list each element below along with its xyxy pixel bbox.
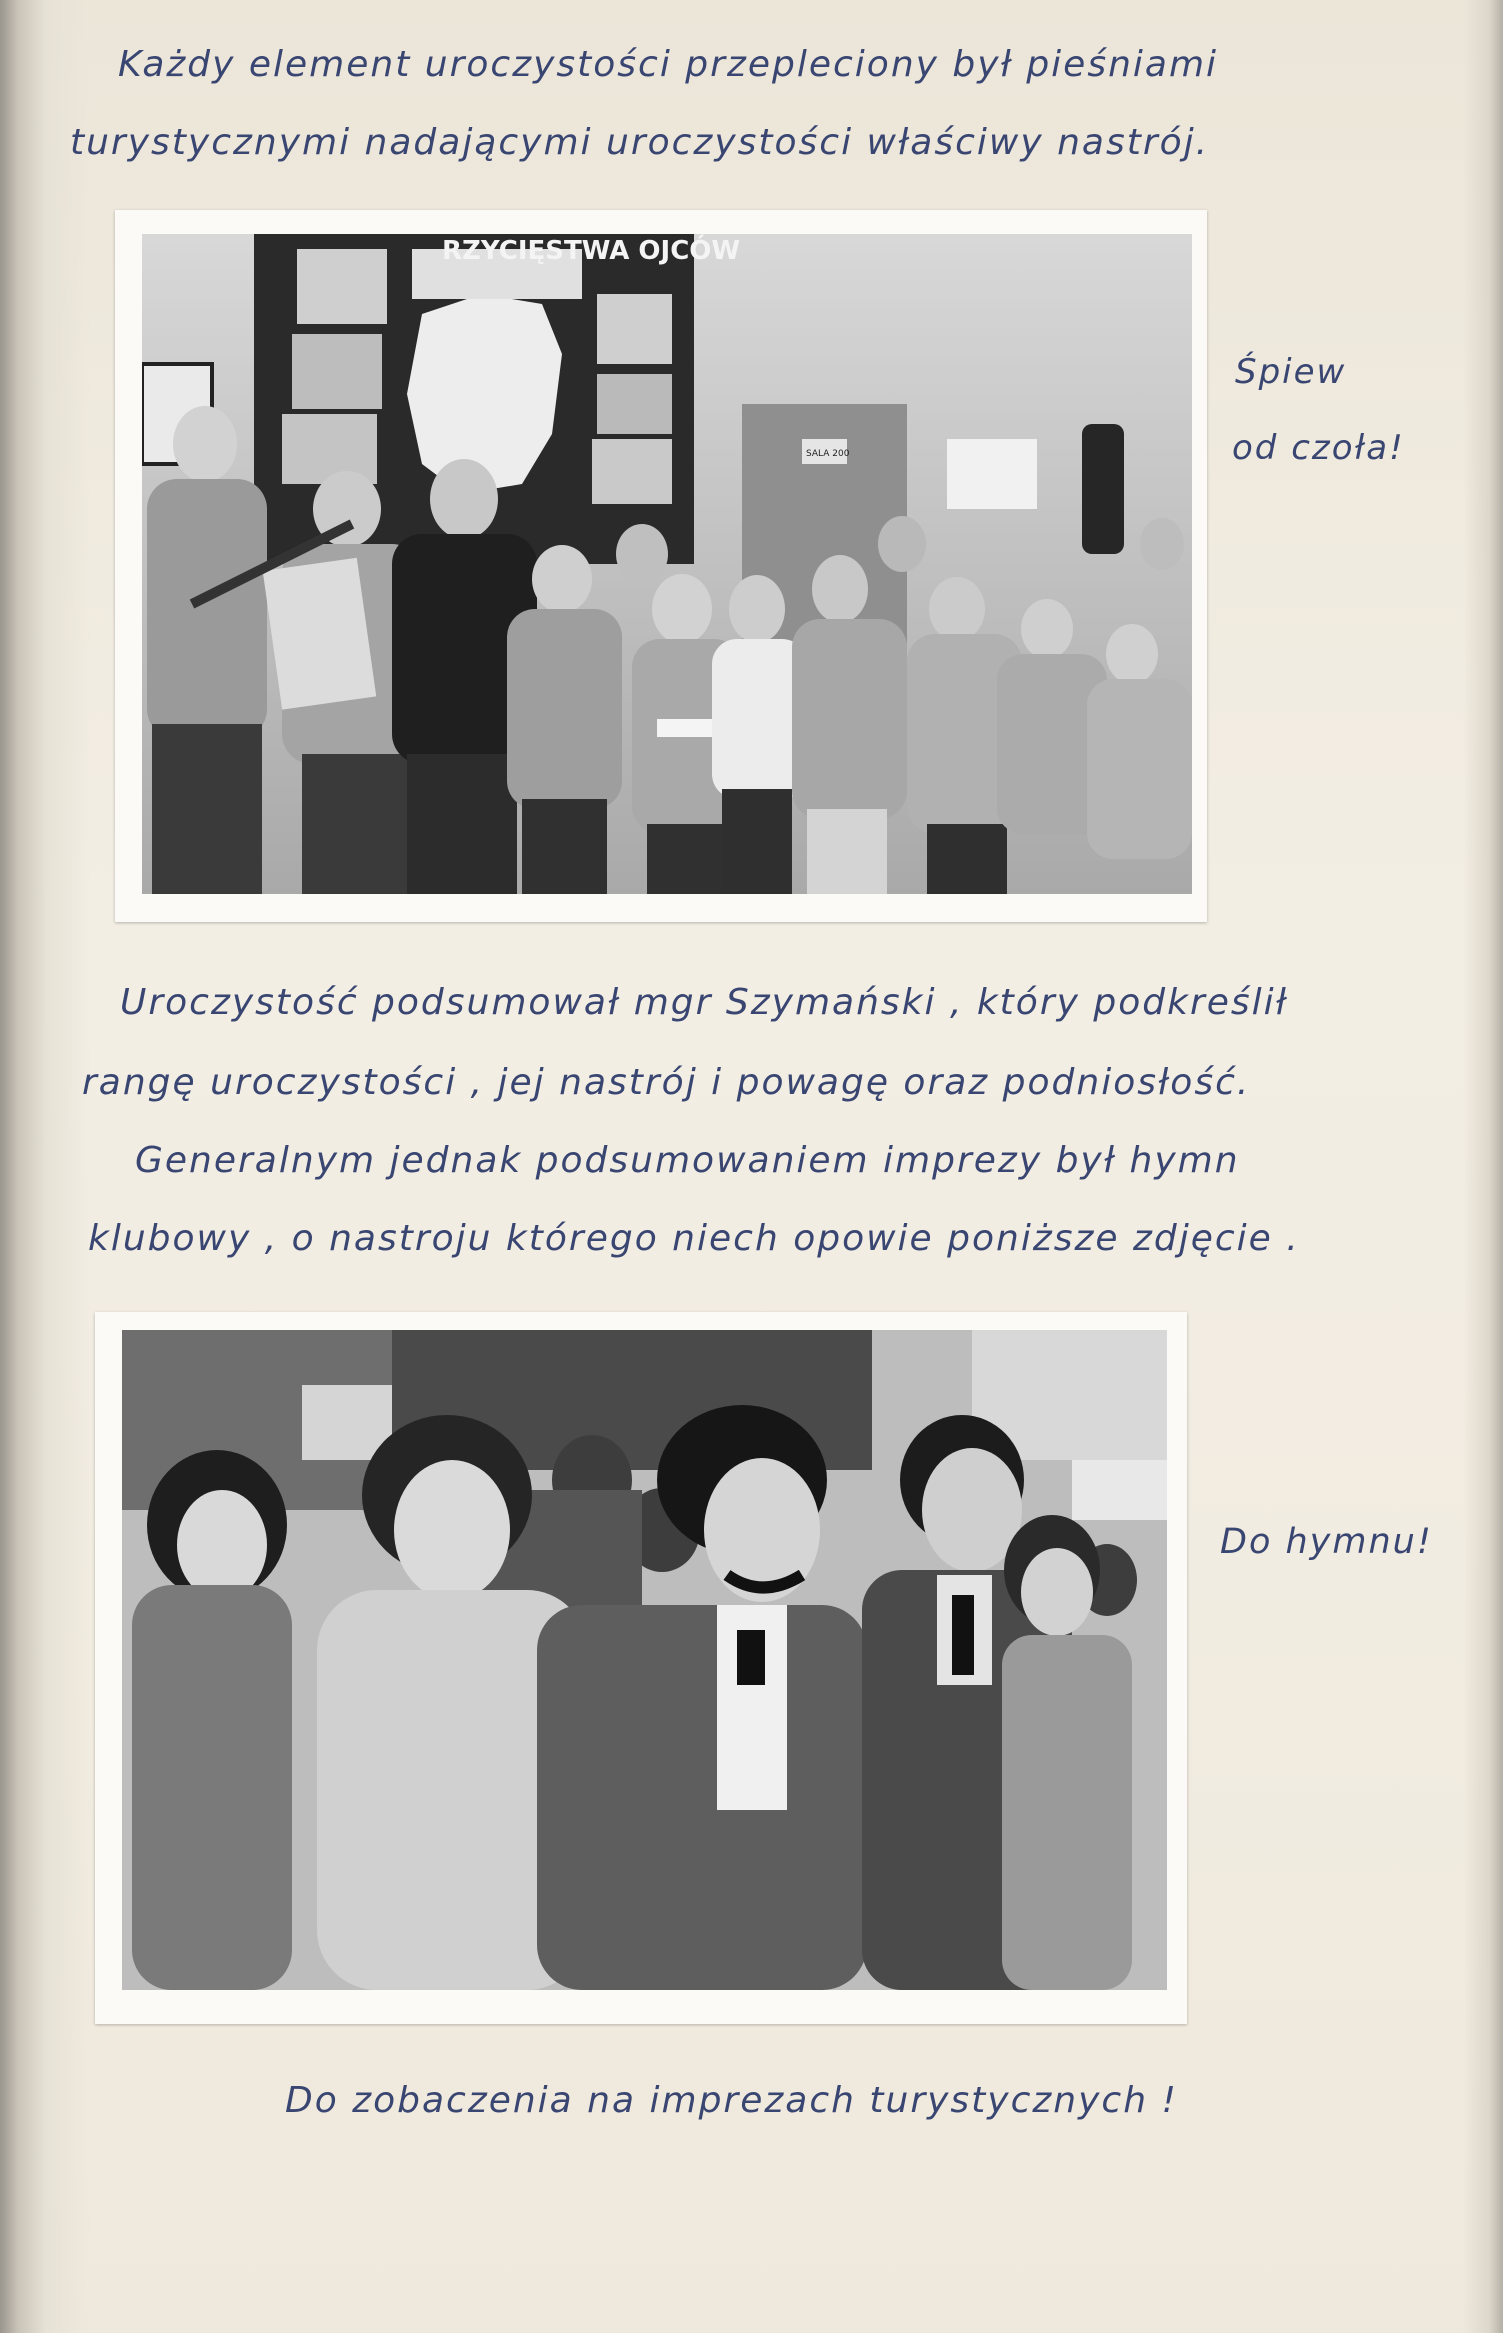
caption-line-1: Każdy element uroczystości przepleciony był pieśniami (118, 44, 1219, 85)
photo-1-mount (115, 210, 1207, 922)
paragraph-line-4: klubowy , o nastroju którego niech opowie poniższe zdjęcie . (88, 1218, 1300, 1259)
closing-line: Do zobaczenia na imprezach turystycznych ! (285, 2080, 1178, 2121)
side-caption-1-line-1: Śpiew (1235, 352, 1347, 392)
photo-1-door-sign: SALA 200 (806, 449, 850, 459)
photo-1-choir (142, 234, 1192, 894)
photo-1-banner-text: RZYCIĘSTWA OJCÓW (442, 236, 741, 266)
paragraph-line-2: rangę uroczystości , jej nastrój i powagę oraz podniosłość. (82, 1062, 1251, 1103)
side-caption-2: Do hymnu! (1220, 1522, 1433, 1562)
photo-2-anthem (122, 1330, 1167, 1990)
photo-2-mount (95, 1312, 1187, 2024)
side-caption-1-line-2: od czoła! (1232, 428, 1405, 468)
paragraph-line-3: Generalnym jednak podsumowaniem imprezy był hymn (135, 1140, 1240, 1181)
paragraph-line-1: Uroczystość podsumował mgr Szymański , który podkreślił (120, 982, 1288, 1023)
caption-line-2: turystycznymi nadającymi uroczystości właściwy nastrój. (70, 122, 1210, 163)
